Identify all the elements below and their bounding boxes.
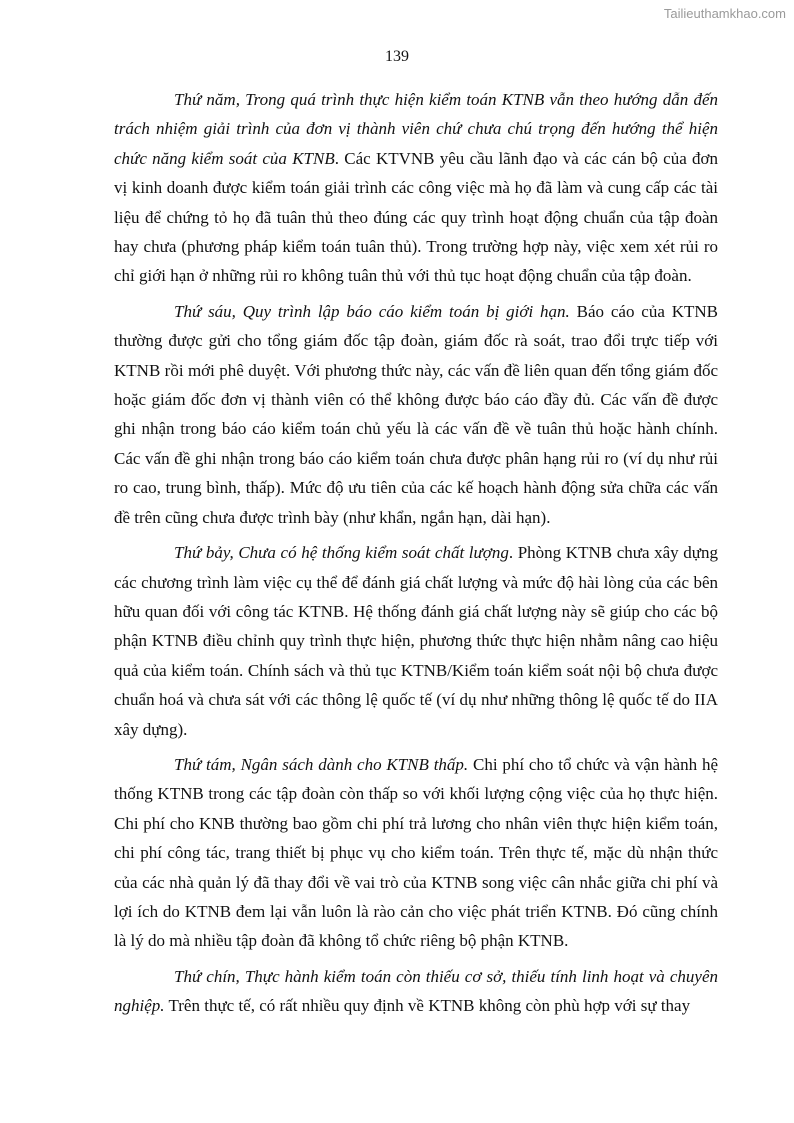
paragraph-text: . Các KTVNB yêu cầu lãnh đạo và các cán bộ của đơn vị kinh doanh được kiểm toán giải trình các công việc mà họ đã làm và cung cấp các tài liệu để chứng tỏ họ đã tuân thủ theo đúng các quy trình hoạt động chuẩn của tập đoàn hay chưa (phương pháp kiểm toán tuân thủ). Trong trường hợp này, việc xem xét rủi ro chỉ giới hạn ở những rủi ro không tuân thủ với thủ tục hoạt động chuẩn của tập đoàn.: [114, 148, 718, 286]
paragraph-thu-chin: [114, 962, 718, 1021]
paragraph-lead: Thứ sáu, Quy trình lập báo cáo kiểm toán bị giới hạn.: [174, 301, 570, 321]
paragraph-text: Báo cáo của KTNB thường được gửi cho tổng giám đốc tập đoàn, giám đốc rà soát, trao đổi trực tiếp với KTNB rồi mới phê duyệt. Với phương thức này, các vấn đề liên quan đến tổng giám đốc hoặc giám đốc đơn vị thành viên có thể không được báo cáo đầy đủ. Các vấn đề được ghi nhận trong báo cáo kiểm toán chủ yếu là các vấn đề về tuân thủ hoặc hành chính. Các vấn đề ghi nhận trong báo cáo kiểm toán chưa được phân hạng rủi ro (ví dụ như rủi ro cao, trung bình, thấp). Mức độ ưu tiên của các kế hoạch hành động sửa chữa các vấn đề trên cũng chưa được trình bày (như khẩn, ngắn hạn, dài hạn).: [114, 301, 718, 527]
paragraph-lead: Thứ chín, Thực hành kiểm toán còn thiếu cơ sở, thiếu tính linh hoạt và chuyên nghiệp.: [114, 966, 718, 1016]
watermark: Tailieuthamkhao.com: [663, 6, 786, 21]
paragraph-lead: Thứ năm, Trong quá trình thực hiện kiểm toán KTNB vẫn theo hướng dẫn đến trách nhiệm giải trình của đơn vị thành viên chứ chưa chú trọng đến hướng thể hiện chức năng kiểm soát của KTNB: [114, 90, 718, 168]
paragraph-text: Chi phí cho tổ chức và vận hành hệ thống KTNB trong các tập đoàn còn thấp so với khối lượng cộng việc của họ thực hiện. Chi phí cho KNB thường bao gồm chi phí trả lương cho nhân viên thực hiện kiểm toán, chi phí công tác, trang thiết bị phục vụ cho kiểm toán. Trên thực tế, mặc dù nhận thức của các nhà quản lý đã thay đổi về vai trò của KTNB song việc cân nhắc giữa chi phí và lợi ích do KTNB đem lại vẫn luôn là rào cản cho việc phát triển KTNB. Đó cũng chính là lý do mà nhiều tập đoàn đã không tổ chức riêng bộ phận KTNB.: [114, 754, 718, 951]
page-number: 139: [385, 48, 409, 65]
paragraph-thu-bay: [114, 538, 718, 744]
paragraph-lead: Thứ bảy, Chưa có hệ thống kiểm soát chất lượng: [174, 543, 509, 563]
paragraph-lead: Thứ tám, Ngân sách dành cho KTNB thấp.: [174, 754, 469, 774]
paragraph-text: Trên thực tế, có rất nhiều quy định về KTNB không còn phù hợp với sự thay: [164, 996, 691, 1016]
paragraph-thu-tam: [114, 750, 718, 956]
paragraph-thu-nam: [114, 85, 718, 291]
document-body: [114, 85, 718, 1027]
paragraph-thu-sau: [114, 297, 718, 532]
paragraph-text: . Phòng KTNB chưa xây dựng các chương trình làm việc cụ thể để đánh giá chất lượng và mức độ hài lòng của các bên hữu quan đối với công tác KTNB. Hệ thống đánh giá chất lượng này sẽ giúp cho các bộ phận KTNB điều chỉnh quy trình thực hiện, phương thức thực hiện nhằm nâng cao hiệu quả của kiểm toán. Chính sách và thủ tục KTNB/Kiểm toán kiểm soát nội bộ chưa được chuẩn hoá và chưa sát với các thông lệ quốc tế (ví dụ như những thông lệ quốc tế do IIA xây dựng).: [114, 543, 719, 739]
